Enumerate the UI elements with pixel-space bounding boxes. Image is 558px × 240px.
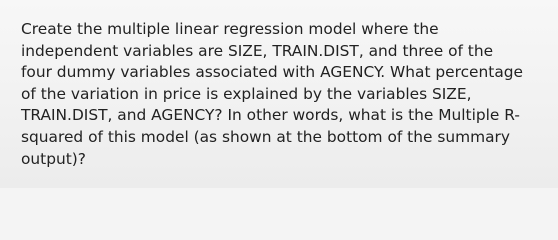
question-line: independent variables are SIZE, TRAIN.DIST, and three of the <box>21 41 494 60</box>
question-line: squared of this model (as shown at the bottom of the summary <box>21 127 510 146</box>
question-line: output)? <box>21 149 86 168</box>
question-line: of the variation in price is explained by the variables SIZE, <box>21 84 472 103</box>
question-line: four dummy variables associated with AGENCY. What percentage <box>21 63 523 82</box>
question-line: TRAIN.DIST, and AGENCY? In other words, what is the Multiple R- <box>21 106 520 125</box>
question-line: Create the multiple linear regression model where the <box>21 20 439 38</box>
question-text <box>21 19 541 170</box>
